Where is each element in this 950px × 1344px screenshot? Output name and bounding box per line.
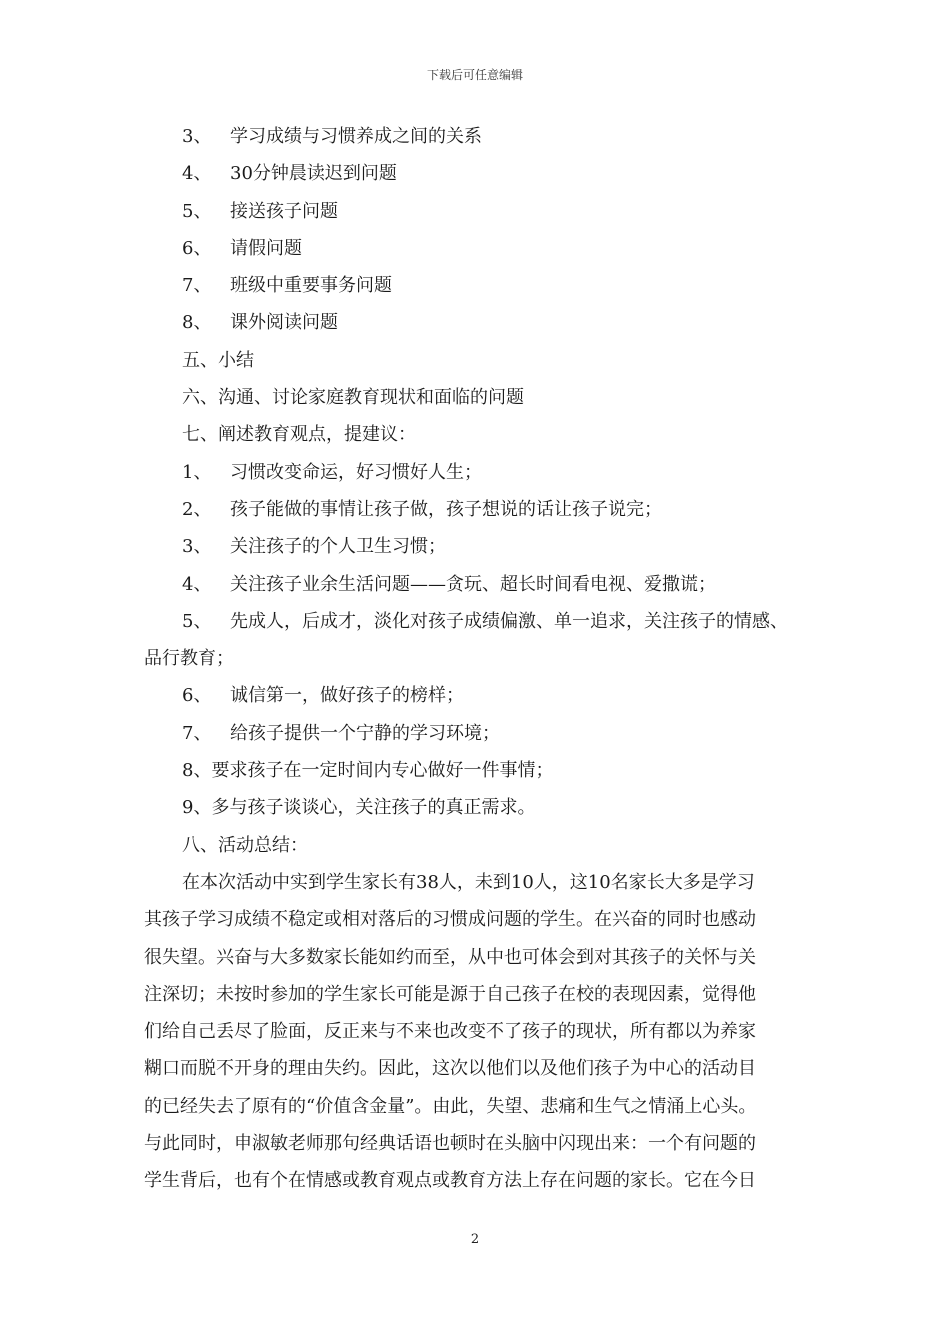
list-number: 5、 bbox=[182, 610, 212, 632]
list-item bbox=[144, 603, 824, 640]
list-number: 4、 bbox=[182, 573, 212, 595]
list-item bbox=[144, 267, 824, 304]
list-item bbox=[144, 118, 824, 155]
section-heading: 八、活动总结： bbox=[182, 834, 308, 856]
list-text: 课外阅读问题 bbox=[230, 312, 338, 334]
summary-line: 注深切；未按时参加的学生家长可能是源于自己孩子在校的表现因素，觉得他 bbox=[144, 983, 756, 1005]
list-text: 关注孩子的个人卫生习惯； bbox=[230, 536, 446, 558]
list-item bbox=[144, 491, 824, 528]
list-text: 学习成绩与习惯养成之间的关系 bbox=[230, 126, 482, 147]
list-item bbox=[144, 566, 824, 603]
summary-line: 很失望。兴奋与大多数家长能如约而至，从中也可体会到对其孩子的关怀与关 bbox=[144, 946, 756, 968]
summary-line: 与此同时，申淑敏老师那句经典话语也顿时在头脑中闪现出来：一个有问题的 bbox=[144, 1133, 756, 1155]
summary-line: 其孩子学习成绩不稳定或相对落后的习惯成问题的学生。在兴奋的同时也感动 bbox=[144, 909, 756, 931]
list-number: 7、 bbox=[182, 275, 212, 297]
list-text: 孩子能做的事情让孩子做，孩子想说的话让孩子说完； bbox=[230, 498, 662, 520]
list-text: 接送孩子问题 bbox=[230, 200, 338, 222]
list-number: 4、 bbox=[182, 163, 212, 185]
list-text: 给孩子提供一个宁静的学习环境； bbox=[230, 722, 500, 744]
list-text: 先成人，后成才，淡化对孩子成绩偏激、单一追求，关注孩子的情感、 bbox=[230, 610, 788, 632]
list-item bbox=[144, 715, 824, 752]
section-heading: 五、小结 bbox=[182, 349, 254, 371]
list-text: 班级中重要事务问题 bbox=[230, 275, 392, 297]
list-item bbox=[144, 230, 824, 267]
list-item bbox=[144, 677, 824, 714]
list-number: 8、 bbox=[182, 312, 212, 334]
page-number: 2 bbox=[470, 1232, 480, 1247]
section-heading: 七、阐述教育观点，提建议： bbox=[182, 424, 416, 446]
summary-line: 学生背后，也有个在情感或教育观点或教育方法上存在问题的家长。它在今日 bbox=[144, 1170, 756, 1192]
section-heading: 六、沟通、讨论家庭教育现状和面临的问题 bbox=[182, 387, 524, 409]
list-item: 9、多与孩子谈谈心，关注孩子的真正需求。 bbox=[182, 797, 536, 819]
list-text: 关注孩子业余生活问题——贪玩、超长时间看电视、爱撒谎； bbox=[230, 573, 716, 595]
summary-line: 糊口而脱不开身的理由失约。因此，这次以他们以及他们孩子为中心的活动目 bbox=[144, 1058, 756, 1080]
list-number: 7、 bbox=[182, 722, 212, 744]
list-item bbox=[144, 193, 824, 230]
list-text: 习惯改变命运，好习惯好人生； bbox=[230, 461, 482, 483]
list-item bbox=[144, 528, 824, 565]
list-number: 3、 bbox=[182, 536, 212, 558]
list-text: 30分钟晨读迟到问题 bbox=[230, 163, 397, 185]
list-item bbox=[144, 454, 824, 491]
summary-line: 在本次活动中实到学生家长有38人，未到10人，这10名家长大多是学习 bbox=[182, 871, 755, 893]
list-number: 2、 bbox=[182, 498, 212, 520]
summary-line: 们给自己丢尽了脸面，反正来与不来也改变不了孩子的现状，所有都以为养家 bbox=[144, 1021, 756, 1043]
list-text: 请假问题 bbox=[230, 237, 302, 259]
summary-line: 的已经失去了原有的“价值含金量”。由此，失望、悲痛和生气之情涌上心头。 bbox=[144, 1095, 757, 1117]
list-number: 1、 bbox=[182, 461, 212, 483]
list-number: 5、 bbox=[182, 200, 212, 222]
list-item: 8、要求孩子在一定时间内专心做好一件事情； bbox=[182, 760, 554, 782]
list-item bbox=[144, 155, 824, 192]
list-number: 6、 bbox=[182, 685, 212, 707]
list-number: 3、 bbox=[182, 126, 212, 147]
list-item-continuation: 品行教育； bbox=[144, 648, 234, 670]
page-header: 下载后可任意编辑 bbox=[426, 68, 523, 82]
document-body bbox=[144, 118, 824, 1200]
list-text: 诚信第一，做好孩子的榜样； bbox=[230, 685, 464, 707]
list-number: 6、 bbox=[182, 237, 212, 259]
list-item bbox=[144, 304, 824, 341]
